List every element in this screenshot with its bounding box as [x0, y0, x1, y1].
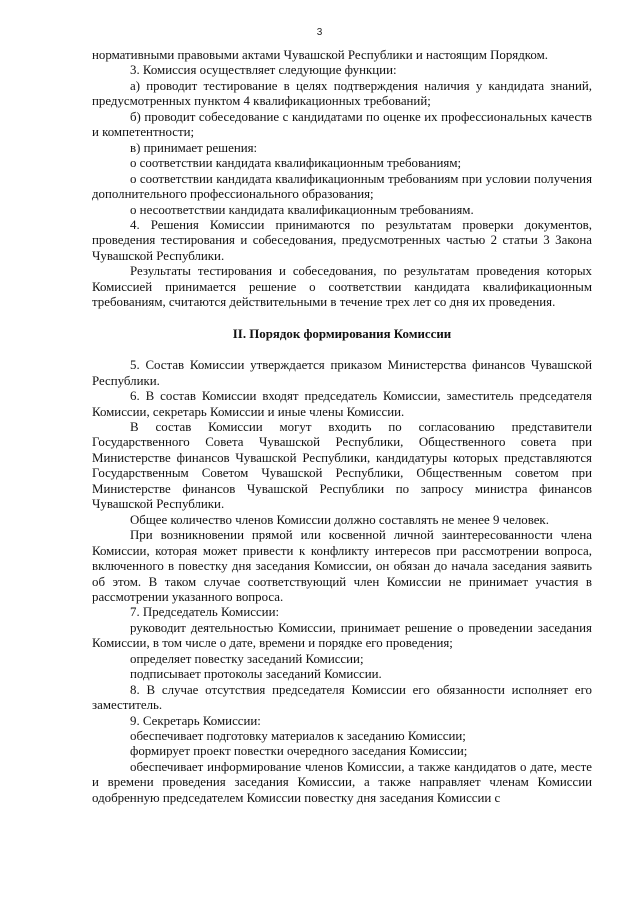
- paragraph-3a: а) проводит тестирование в целях подтверждения наличия у кандидата знаний, предусмотренных пунктом 4 квалификационных требований;: [92, 78, 592, 109]
- paragraph-3c-2: о соответствии кандидата квалификационным требованиям при условии получения дополнительного профессионального образования;: [92, 171, 592, 202]
- paragraph-3: 3. Комиссия осуществляет следующие функции:: [130, 63, 397, 78]
- document-body: [92, 48, 592, 806]
- paragraph-3c: в) принимает решения:: [130, 140, 258, 155]
- page-number: 3: [316, 27, 323, 38]
- paragraph-3b: б) проводит собеседование с кандидатами по оценке их профессиональных качеств и компетентности;: [92, 109, 592, 140]
- paragraph-3c-1: о соответствии кандидата квалификационным требованиям;: [130, 156, 462, 171]
- paragraph-intro-tail: нормативными правовыми актами Чувашской Республики и настоящим Порядком.: [92, 48, 548, 62]
- paragraph-4-results: Результаты тестирования и собеседования, по результатам проведения которых Комиссией принимается решение о соответствии кандидата квалификационным требованиям, считаются действительными в течение трех лет со дня их проведения.: [92, 264, 592, 310]
- paragraph-4: 4. Решения Комиссии принимаются по результатам проверки документов, проведения тестирования и собеседования, предусмотренных частью 2 статьи 3 Закона Чувашской Республики.: [92, 217, 592, 263]
- paragraph-8: 8. В случае отсутствия председателя Комиссии его обязанности исполняет его заместитель.: [92, 682, 592, 713]
- paragraph-6: 6. В состав Комиссии входят председатель Комиссии, заместитель председателя Комиссии, секретарь Комиссии и иные члены Комиссии.: [92, 389, 592, 419]
- paragraph-7-3: подписывает протоколы заседаний Комиссии.: [130, 667, 382, 682]
- paragraph-6-conflict: При возникновении прямой или косвенной личной заинтересованности члена Комиссии, которая может привести к конфликту интересов при рассмотрении вопроса, включенного в повестку дня заседания Комиссии, он обязан до начала заседания заявить об этом. В таком случае соответствующий член Комиссии не принимает участия в рассмотрении указанного вопроса.: [92, 528, 592, 604]
- section-heading: II. Порядок формирования Комиссии: [232, 326, 452, 341]
- paragraph-5: 5. Состав Комиссии утверждается приказом Министерства финансов Чувашской Республики.: [92, 358, 592, 388]
- paragraph-3c-3: о несоответствии кандидата квалификационным требованиям.: [130, 202, 474, 217]
- paragraph-7: 7. Председатель Комиссии:: [130, 605, 280, 620]
- paragraph-9-1: обеспечивает подготовку материалов к заседанию Комиссии;: [130, 729, 466, 744]
- paragraph-6-count: Общее количество членов Комиссии должно составлять не менее 9 человек.: [130, 512, 549, 527]
- paragraph-9-3: обеспечивает информирование членов Комиссии, а также кандидатов о дате, месте и времени проведения заседания Комиссии, а также направляет членам Комиссии одобренную председателем Комиссии повестку дня заседания Комиссии с: [92, 759, 592, 805]
- paragraph-7-1: руководит деятельностью Комиссии, принимает решение о проведении заседания Комиссии, в том числе о дате, времени и порядке его проведения;: [92, 620, 592, 651]
- paragraph-9: 9. Секретарь Комиссии:: [130, 713, 261, 728]
- paragraph-6-representatives: В состав Комиссии могут входить по согласованию представители Государственного Совета Чувашской Республики, Общественного совета при Министерстве финансов Чувашской Республики, кандидатуры которых представляются Государственным Советом Чувашской Республики, Общественным советом при Министерстве финансов Чувашской Республики по запросу министра финансов Чувашской Республики.: [92, 419, 592, 512]
- paragraph-7-2: определяет повестку заседаний Комиссии;: [130, 651, 364, 666]
- paragraph-9-2: формирует проект повестки очередного заседания Комиссии;: [130, 744, 468, 759]
